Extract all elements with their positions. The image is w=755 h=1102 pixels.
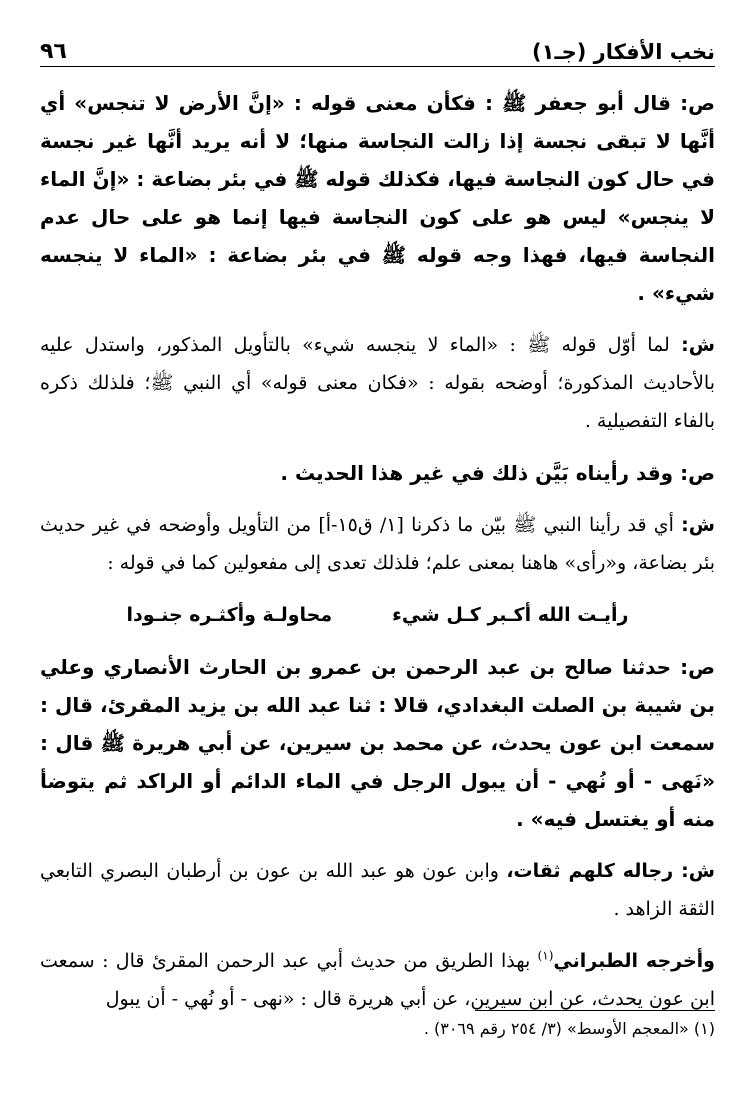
paragraph-text: وابن عون هو عبد الله بن عون بن أرطبان البصري التابعي الثقة الزاهد .	[40, 860, 715, 920]
poetry-verse	[40, 596, 715, 634]
main-text	[40, 84, 715, 1032]
verse-first-hemistich: رأيـت الله أكـبر كـل شيء	[392, 604, 629, 626]
matn-marker: ص:	[680, 461, 715, 485]
book-title: نخب الأفكار (جـ١)	[532, 40, 715, 64]
paragraph-text: قال أبو جعفر ﷺ : فكأن معنى قوله : «إنَّ الأرض لا تنجس» أي أنَّها لا تبقى نجسة إذا زالت النجاسة منها؛ لا أنه يريد أنَّها غير نجسة في حال كون النجاسة فيها، فكذلك قوله ﷺ في بئر بضاعة : «إنَّ الماء لا ينجس» ليس هو على كون النجاسة فيها إنما هو على حال عدم النجاسة فيها، فهذا وجه قوله ﷺ في بئر بضاعة : «الماء لا ينجسه شيء» .	[40, 91, 715, 305]
paragraph-text: حدثنا صالح بن عبد الرحمن بن عمرو بن الحارث الأنصاري وعلي بن شيبة بن الصلت البغدادي، قالا : ثنا عبد الله بن يزيد المقرئ، قال : سمعت ابن عون يحدث، عن محمد بن سيرين، عن أبي هريرة ﷺ قال : «نَهى - أو نُهي - أن يبول الرجل في الماء الدائم أو الراكد ثم يتوضأ منه أو يغتسل فيه» .	[40, 655, 715, 831]
footnote-divider	[475, 1010, 715, 1011]
paragraph-text: وقد رأيناه بَيَّن ذلك في غير هذا الحديث .	[280, 461, 681, 485]
sharh-paragraph	[40, 326, 715, 440]
matn-marker: ص:	[680, 655, 715, 679]
matn-paragraph	[40, 454, 715, 492]
page-number: ٩٦	[40, 39, 67, 64]
paragraph-text: بهذا الطريق من حديث أبي عبد الرحمن المقرئ قال : سمعت ابن عون يحدث، عن ابن سيرين، عن أبي هريرة قال : «نهى - أو نُهي - أن يبول	[40, 950, 715, 1010]
matn-marker: ص:	[680, 91, 715, 115]
source-lead: وأخرجه الطبراني	[553, 950, 715, 972]
verse-second-hemistich: محاولـة وأكثـره جنـودا	[126, 604, 333, 626]
paragraph-text: لما أوّل قوله ﷺ : «الماء لا ينجسه شيء» بالتأويل المذكور، واستدل عليه بالأحاديث المذكورة؛ أوضحه بقوله : «فكان معنى قوله» أي النبي ﷺ؛ فلذلك ذكره بالفاء التفصيلية .	[40, 334, 715, 432]
sharh-marker: ش:	[681, 514, 715, 536]
bold-lead-text: رجاله كلهم ثقات،	[506, 860, 682, 882]
paragraph-text: أي قد رأينا النبي ﷺ بيّن ما ذكرنا [١/ ق١٥-أ] من التأويل وأوضحه في غير حديث بئر بضاعة، و«رأى» هاهنا بمعنى علم؛ فلذلك تعدى إلى مفعولين كما في قوله :	[40, 514, 715, 574]
sharh-marker: ش:	[681, 860, 715, 882]
matn-paragraph	[40, 84, 715, 312]
footnote-reference[interactable]: (١)	[537, 948, 554, 963]
sharh-paragraph	[40, 506, 715, 582]
sharh-marker: ش:	[681, 334, 715, 356]
matn-paragraph	[40, 648, 715, 838]
header-divider	[40, 66, 715, 67]
sharh-paragraph	[40, 852, 715, 928]
page-header	[40, 30, 715, 64]
sharh-paragraph	[40, 942, 715, 1018]
footnote: (١) «المعجم الأوسط» (٣/ ٢٥٤ رقم ٣٠٦٩) .	[423, 1019, 715, 1038]
